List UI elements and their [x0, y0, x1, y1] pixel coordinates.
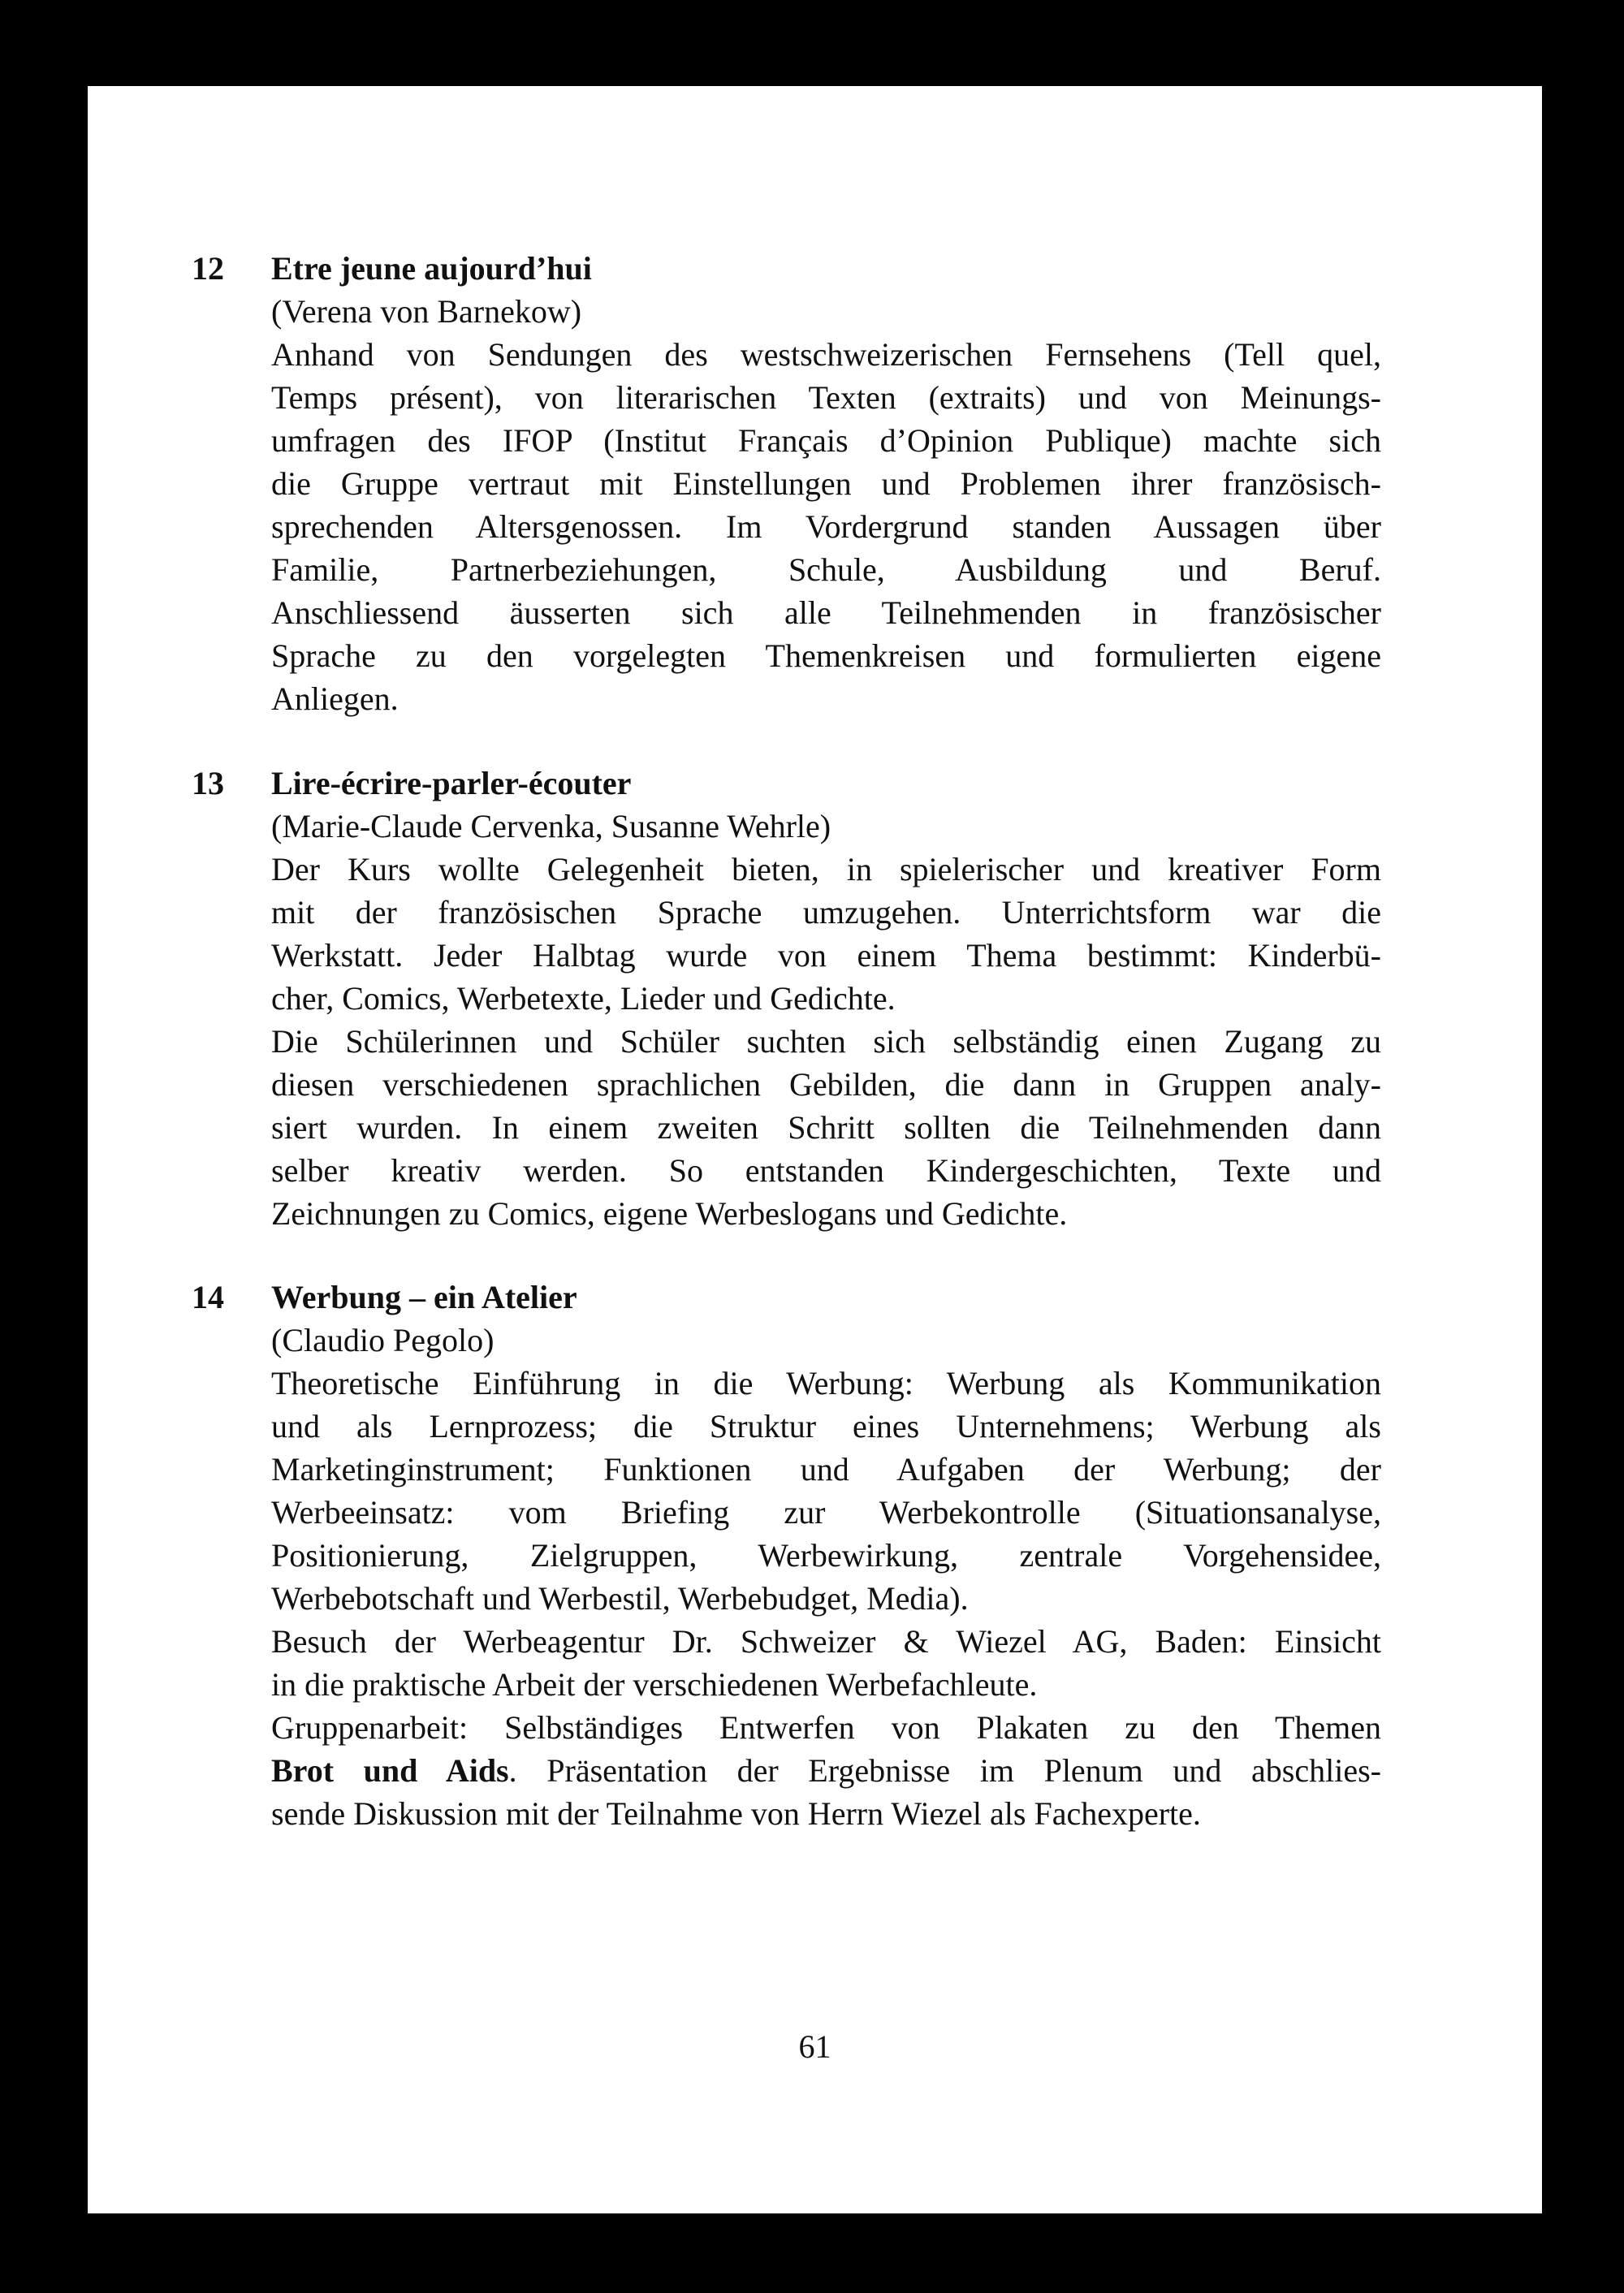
text-line: sprechenden Altersgenossen. Im Vordergrund standen Aussagen über: [271, 508, 1381, 545]
text-line: Marketinginstrument; Funktionen und Aufgaben der Werbung; der: [271, 1451, 1381, 1488]
text-line: Werbebotschaft und Werbestil, Werbebudget, Media).: [271, 1580, 969, 1617]
text-line: Zeichnungen zu Comics, eigene Werbeslogans und Gedichte.: [271, 1195, 1068, 1232]
course-number: 12: [192, 250, 224, 287]
text-line: umfragen des IFOP (Institut Français d’Opinion Publique) machte sich: [271, 422, 1381, 459]
text-line: in die praktische Arbeit der verschiedenen Werbefachleute.: [271, 1666, 1038, 1703]
page-number: 61: [798, 2028, 831, 2065]
text-line: siert wurden. In einem zweiten Schritt sollten die Teilnehmenden dann: [271, 1109, 1381, 1146]
text-line: Sprache zu den vorgelegten Themenkreisen und formulierten eigene: [271, 637, 1381, 674]
course-title: Werbung – ein Atelier: [271, 1279, 577, 1315]
text-line: Theoretische Einführung in die Werbung: Werbung als Kommunikation: [271, 1365, 1381, 1401]
text-line: Werbeeinsatz: vom Briefing zur Werbekontrolle (Situationsanalyse,: [271, 1494, 1381, 1531]
text-line: Gruppenarbeit: Selbständiges Entwerfen von Plakaten zu den Themen: [271, 1709, 1381, 1746]
text-line: sende Diskussion mit der Teilnahme von Herrn Wiezel als Fachexperte.: [271, 1795, 1201, 1832]
text-line: Werkstatt. Jeder Halbtag wurde von einem Thema bestimmt: Kinderbü-: [271, 937, 1381, 974]
text-line: die Gruppe vertraut mit Einstellungen und Problemen ihrer französisch-: [271, 465, 1381, 502]
text-line: Positionierung, Zielgruppen, Werbewirkung, zentrale Vorgehensidee,: [271, 1537, 1381, 1574]
course-authors: (Marie-Claude Cervenka, Susanne Wehrle): [271, 808, 831, 844]
text-line: Temps présent), von literarischen Texten (extraits) und von Meinungs-: [271, 379, 1381, 416]
text-line: diesen verschiedenen sprachlichen Gebilden, die dann in Gruppen analy-: [271, 1066, 1381, 1103]
text-line: Besuch der Werbeagentur Dr. Schweizer & Wiezel AG, Baden: Einsicht: [271, 1623, 1381, 1660]
bold-phrase: Brot und Aids: [271, 1752, 509, 1789]
text-line: Familie, Partnerbeziehungen, Schule, Ausbildung und Beruf.: [271, 551, 1381, 588]
course-body: [271, 1276, 1381, 1835]
course-title: Etre jeune aujourd’hui: [271, 250, 592, 287]
course-number: 13: [192, 765, 224, 801]
text-fragment: . Präsentation der Ergebnisse im Plenum und abschlies-: [508, 1752, 1381, 1789]
course-body: [271, 762, 1381, 1235]
course-number: 14: [192, 1279, 224, 1315]
text-line: Anliegen.: [271, 680, 399, 717]
text-line: selber kreativ werden. So entstanden Kindergeschichten, Texte und: [271, 1152, 1381, 1189]
text-line: mit der französischen Sprache umzugehen. Unterrichtsform war die: [271, 894, 1381, 931]
text-line: Die Schülerinnen und Schüler suchten sich selbständig einen Zugang zu: [271, 1023, 1381, 1060]
text-line: und als Lernprozess; die Struktur eines Unternehmens; Werbung als: [271, 1408, 1381, 1444]
text-line: Der Kurs wollte Gelegenheit bieten, in spielerischer und kreativer Form: [271, 851, 1381, 887]
text-line: Anschliessend äusserten sich alle Teilnehmenden in französischer: [271, 594, 1381, 631]
course-authors: (Claudio Pegolo): [271, 1322, 495, 1358]
course-body: [271, 247, 1381, 720]
course-authors: (Verena von Barnekow): [271, 293, 582, 330]
text-line: Anhand von Sendungen des westschweizerischen Fernsehens (Tell quel,: [271, 336, 1381, 373]
text-line-mixed: [271, 1749, 1381, 1792]
text-line: cher, Comics, Werbetexte, Lieder und Gedichte.: [271, 980, 896, 1017]
document-page: [88, 86, 1542, 2213]
course-title: Lire-écrire-parler-écouter: [271, 765, 632, 801]
